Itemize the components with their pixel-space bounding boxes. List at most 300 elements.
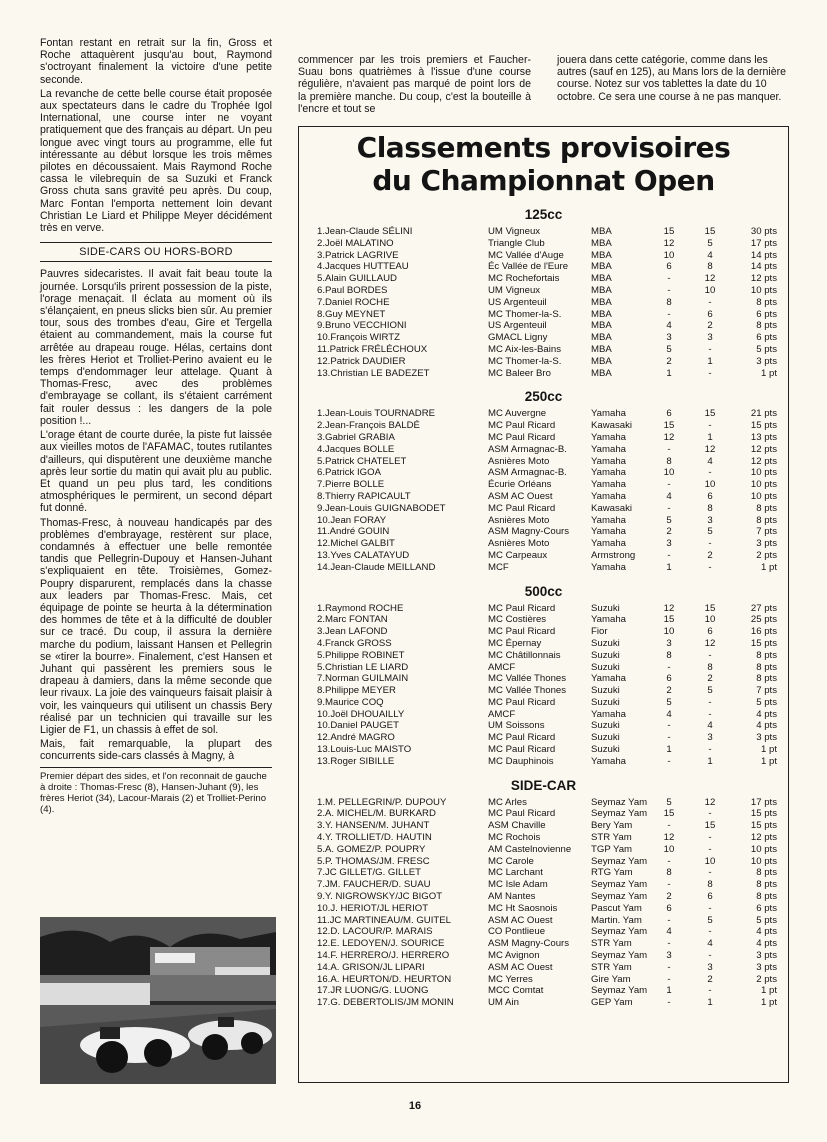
race-2-points: 3: [707, 961, 713, 973]
table-row: [299, 408, 788, 420]
club: MC Épernay: [488, 637, 542, 649]
category-rows: [299, 797, 788, 1009]
motorcycle: MBA: [591, 261, 612, 273]
club: UM Ain: [488, 997, 519, 1009]
race-2-points: 15: [704, 226, 716, 237]
total-points: 15 pts: [750, 420, 777, 432]
motorcycle: Suzuki: [591, 744, 620, 756]
club: MC Rochefortais: [488, 273, 560, 285]
rider-name: 6.Patrick IGOA: [317, 467, 381, 479]
race-1-points: -: [667, 273, 671, 285]
club: MC Vallée Thones: [488, 685, 567, 697]
title-line-1: Classements provisoires: [356, 131, 731, 164]
race-2-points: -: [708, 561, 712, 573]
race-2-points: 12: [704, 273, 716, 285]
club: Éc Vallée de l'Eure: [488, 261, 569, 273]
club: MC Rochois: [488, 832, 541, 844]
race-2-points: 2: [707, 973, 713, 985]
total-points: 15 pts: [750, 820, 777, 832]
table-row: [299, 456, 788, 468]
total-points: 1 pt: [760, 744, 777, 756]
race-2-points: 8: [707, 879, 713, 891]
table-row: [299, 997, 788, 1009]
motorcycle: Fior: [591, 626, 608, 638]
rider-name: 3.Y. HANSEN/M. JUHANT: [317, 820, 430, 832]
total-points: 2 pts: [756, 549, 777, 561]
table-row: [299, 974, 788, 986]
category-title: 250cc: [524, 389, 563, 405]
club: MC Paul Ricard: [488, 696, 556, 708]
rider-name: 5.P. THOMAS/JM. FRESC: [317, 855, 430, 867]
table-row: [299, 820, 788, 832]
club: MC Ht Saosnois: [488, 902, 558, 914]
club: AMCF: [488, 661, 516, 673]
table-row: [299, 915, 788, 927]
race-1-points: 5: [666, 796, 672, 808]
total-points: 3 pts: [756, 732, 777, 744]
motorcycle: Suzuki: [591, 685, 620, 697]
total-points: 10 pts: [750, 467, 777, 479]
race-1-points: 10: [663, 626, 675, 638]
motorcycle: Seymaz Yam: [591, 808, 648, 820]
motorcycle: Seymaz Yam: [591, 879, 648, 891]
race-2-points: 5: [707, 237, 713, 249]
race-2-points: 4: [707, 938, 713, 950]
club: ASM AC Ouest: [488, 961, 553, 973]
club: MC Vallée d'Auge: [488, 249, 564, 261]
race-1-points: 2: [666, 685, 672, 697]
race-2-points: 4: [707, 720, 713, 732]
club: Écurie Orléans: [488, 479, 552, 491]
motorcycle: TGP Yam: [591, 843, 633, 855]
race-1-points: -: [667, 549, 671, 561]
motorcycle: Seymaz Yam: [591, 950, 648, 962]
club: AM Nantes: [488, 891, 536, 903]
race-1-points: 12: [663, 237, 675, 249]
motorcycle: MBA: [591, 320, 612, 332]
rider-name: 11.André GOUIN: [317, 526, 390, 538]
club: MC Paul Ricard: [488, 420, 556, 432]
race-1-points: 8: [666, 649, 672, 661]
motorcycle: Yamaha: [591, 408, 627, 420]
club: MC Thomer-la-S.: [488, 355, 562, 367]
motorcycle: Suzuki: [591, 602, 620, 614]
paragraph: commencer par les trois premiers et Faucher-Suau bons quatrièmes à l'issue d'une course régulière, n'avaient pas marqué de point lors de la première manche. Du coup, c'est la bouteille à l'encre et tout se: [298, 54, 531, 115]
club: MC Châtillonnais: [488, 649, 561, 661]
race-1-points: -: [667, 879, 671, 891]
race-1-points: 10: [663, 843, 675, 855]
race-2-points: 4: [707, 249, 713, 261]
category-rows: [299, 408, 788, 573]
rider-name: 11.Patrick FRÉLÉCHOUX: [317, 343, 428, 355]
motorcycle: Armstrong: [591, 549, 636, 561]
total-points: 27 pts: [750, 602, 777, 614]
table-row: [299, 515, 788, 527]
rider-name: 14.Jean-Claude MEILLAND: [317, 561, 436, 573]
motorcycle: Suzuki: [591, 696, 620, 708]
club: MC Paul Ricard: [488, 732, 556, 744]
rider-name: 3.Patrick LAGRIVE: [317, 249, 399, 261]
table-row: [299, 985, 788, 997]
race-1-points: -: [667, 284, 671, 296]
total-points: 17 pts: [750, 796, 777, 808]
total-points: 10 pts: [750, 479, 777, 491]
club: ASM Chaville: [488, 820, 546, 832]
total-points: 12 pts: [750, 273, 777, 285]
race-1-points: 10: [663, 249, 675, 261]
rider-name: 12.André MAGRO: [317, 732, 395, 744]
race-1-points: -: [667, 479, 671, 491]
race-2-points: 6: [707, 308, 713, 320]
club: MC Isle Adam: [488, 879, 548, 891]
race-1-points: 2: [666, 355, 672, 367]
rider-name: 12.D. LACOUR/P. MARAIS: [317, 926, 433, 938]
rider-name: 5.Philippe ROBINET: [317, 649, 405, 661]
race-1-points: -: [667, 732, 671, 744]
club: MC Yerres: [488, 973, 533, 985]
rider-name: 17.JR LUONG/G. LUONG: [317, 985, 429, 997]
race-1-points: 5: [666, 696, 672, 708]
table-row: [299, 662, 788, 674]
motorcycle: Yamaha: [591, 467, 627, 479]
motorcycle: Pascut Yam: [591, 902, 642, 914]
race-1-points: 5: [666, 343, 672, 355]
table-row: [299, 285, 788, 297]
motorcycle: Yamaha: [591, 755, 627, 767]
race-1-points: -: [667, 443, 671, 455]
race-1-points: 3: [666, 950, 672, 962]
total-points: 3 pts: [756, 950, 777, 962]
total-points: 4 pts: [756, 720, 777, 732]
table-row: [299, 420, 788, 432]
rider-name: 7.Pierre BOLLE: [317, 479, 385, 491]
total-points: 3 pts: [756, 355, 777, 367]
motorcycle: Suzuki: [591, 720, 620, 732]
rider-name: 7.JM. FAUCHER/D. SUAU: [317, 879, 431, 891]
rider-name: 3.Jean LAFOND: [317, 626, 388, 638]
race-2-points: 3: [707, 514, 713, 526]
race-1-points: 1: [666, 744, 672, 756]
category-rows: [299, 226, 788, 379]
rider-name: 5.Patrick CHATELET: [317, 455, 407, 467]
club: MC Paul Ricard: [488, 431, 556, 443]
total-points: 2 pts: [756, 973, 777, 985]
club: AMCF: [488, 708, 516, 720]
total-points: 12 pts: [750, 832, 777, 844]
race-1-points: -: [667, 997, 671, 1009]
total-points: 8 pts: [756, 867, 777, 879]
motorcycle: Yamaha: [591, 526, 627, 538]
rider-name: 2.A. MICHEL/M. BURKARD: [317, 808, 436, 820]
motorcycle: MBA: [591, 343, 612, 355]
paragraph: Mais, fait remarquable, la plupart des concurrents side-cars classés à Magny, à: [40, 738, 272, 763]
total-points: 3 pts: [756, 961, 777, 973]
motorcycle: RTG Yam: [591, 867, 633, 879]
race-2-points: -: [708, 744, 712, 756]
total-points: 8 pts: [756, 661, 777, 673]
table-row: [299, 879, 788, 891]
total-points: 13 pts: [750, 431, 777, 443]
race-2-points: 12: [704, 796, 716, 808]
rider-name: 8.Thierry RAPICAULT: [317, 490, 411, 502]
rider-name: 14.A. GRISON/JL LIPARI: [317, 961, 425, 973]
club: Asnières Moto: [488, 538, 550, 550]
race-1-points: 15: [663, 808, 675, 820]
table-row: [299, 603, 788, 615]
rider-name: 7.JC GILLET/G. GILLET: [317, 867, 421, 879]
table-row: [299, 238, 788, 250]
race-1-points: 1: [666, 367, 672, 379]
club: MC Paul Ricard: [488, 502, 556, 514]
race-2-points: -: [708, 832, 712, 844]
table-row: [299, 685, 788, 697]
rider-name: 14.F. HERRERO/J. HERRERO: [317, 950, 450, 962]
rider-name: 9.Y. NIGROWSKY/JC BIGOT: [317, 891, 443, 903]
total-points: 30 pts: [750, 226, 777, 237]
rider-name: 2.Marc FONTAN: [317, 614, 388, 626]
race-2-points: 6: [707, 891, 713, 903]
club: MC Paul Ricard: [488, 808, 556, 820]
race-1-points: -: [667, 755, 671, 767]
race-2-points: 5: [707, 526, 713, 538]
motorcycle: MBA: [591, 237, 612, 249]
race-1-points: 12: [663, 832, 675, 844]
club: US Argenteuil: [488, 296, 547, 308]
table-row: [299, 503, 788, 515]
total-points: 16 pts: [750, 626, 777, 638]
rider-name: 1.Jean-Claude SÉLINI: [317, 226, 413, 237]
club: UM Vigneux: [488, 226, 541, 237]
total-points: 10 pts: [750, 284, 777, 296]
race-2-points: -: [708, 902, 712, 914]
race-1-points: 15: [663, 614, 675, 626]
club: ASM Armagnac-B.: [488, 467, 567, 479]
race-2-points: -: [708, 420, 712, 432]
rider-name: 1.Raymond ROCHE: [317, 602, 404, 614]
motorcycle: MBA: [591, 226, 612, 237]
motorcycle: MBA: [591, 308, 612, 320]
total-points: 8 pts: [756, 514, 777, 526]
race-2-points: -: [708, 367, 712, 379]
club: MC Paul Ricard: [488, 602, 556, 614]
race-1-points: 1: [666, 985, 672, 997]
category-rows: [299, 603, 788, 768]
table-row: [299, 526, 788, 538]
race-2-points: -: [708, 843, 712, 855]
rider-name: 13.Yves CALATAYUD: [317, 549, 410, 561]
club: ASM Magny-Cours: [488, 526, 570, 538]
motorcycle: Bery Yam: [591, 820, 633, 832]
total-points: 3 pts: [756, 538, 777, 550]
paragraph: La revanche de cette belle course était proposée aux spectateurs dans le cadre du Trophée Igol International, une course inter ne voyant pratiquement que des français au départ. Un peu longue avec vingt tours au programme, elle fut intéressante au début lorsque les trois mêmes pilotes en découssaient. Mais Raymond Roche cassa le vilebrequin de sa Suzuki et Franck Gross chuta sans gravité peu après. Du coup, Marc Fontan l'emporta nettement loin devant Christian Le Liard et Philippe Meyer décidément très en verve.: [40, 87, 272, 235]
motorcycle: STR Yam: [591, 832, 632, 844]
club: UM Vigneux: [488, 284, 541, 296]
race-1-points: 3: [666, 332, 672, 344]
table-row: [299, 538, 788, 550]
motorcycle: Martin. Yam: [591, 914, 642, 926]
rider-name: 2.Joël MALATINO: [317, 237, 394, 249]
race-2-points: 3: [707, 732, 713, 744]
race-1-points: 12: [663, 602, 675, 614]
rider-name: 16.A. HEURTON/D. HEURTON: [317, 973, 452, 985]
table-row: [299, 344, 788, 356]
race-2-points: 6: [707, 626, 713, 638]
race-2-points: 5: [707, 685, 713, 697]
motorcycle: Suzuki: [591, 649, 620, 661]
motorcycle: Seymaz Yam: [591, 891, 648, 903]
motorcycle: STR Yam: [591, 938, 632, 950]
rider-name: 7.Daniel ROCHE: [317, 296, 390, 308]
club: MC Larchant: [488, 867, 543, 879]
race-2-points: 10: [704, 284, 716, 296]
club: MC Thomer-la-S.: [488, 308, 562, 320]
table-row: [299, 309, 788, 321]
race-2-points: 15: [704, 602, 716, 614]
club: Triangle Club: [488, 237, 545, 249]
motorcycle: Yamaha: [591, 561, 627, 573]
race-1-points: 2: [666, 891, 672, 903]
race-2-points: -: [708, 696, 712, 708]
rider-name: 6.Paul BORDES: [317, 284, 388, 296]
motorcycle: Yamaha: [591, 538, 627, 550]
paragraph: Pauvres sidecaristes. Il avait fait beau toute la journée. Lorsqu'ils prirent possession de la piste, l'orage menaçait. Il éclata au moment où ils s'élançaient, en pneus slicks bien sûr. Au premier tour, sous des trombes d'eau, Gire et Tergella étaient au commandement, mais la course fut arrêtée au drapeau rouge. Hélas, certains dont les frères Heriot et Trolliet-Perino avaient eu le temps d'endommager leur attelage. Quant à Thomas-Fresc, avec des problèmes d'embrayage se collant, ils s'étaient carrément fait rouler dessus : les dangers de la pole position !...: [40, 268, 272, 427]
total-points: 1 pt: [760, 755, 777, 767]
motorcycle: Seymaz Yam: [591, 855, 648, 867]
race-1-points: 1: [666, 561, 672, 573]
club: MC Arles: [488, 796, 527, 808]
rider-name: 4.Jacques BOLLE: [317, 443, 395, 455]
motorcycle: MBA: [591, 332, 612, 344]
table-row: [299, 297, 788, 309]
club: MCC Comtat: [488, 985, 544, 997]
race-1-points: 6: [666, 673, 672, 685]
club: UM Soissons: [488, 720, 545, 732]
rider-name: 13.Roger SIBILLE: [317, 755, 395, 767]
race-2-points: 10: [704, 855, 716, 867]
club: ASM Armagnac-B.: [488, 443, 567, 455]
club: MC Carole: [488, 855, 534, 867]
rider-name: 2.Jean-François BALDÉ: [317, 420, 420, 432]
rider-name: 3.Gabriel GRABIA: [317, 431, 395, 443]
table-row: [299, 550, 788, 562]
race-1-points: -: [667, 820, 671, 832]
race-2-points: -: [708, 538, 712, 550]
rider-name: 1.Jean-Louis TOURNADRE: [317, 408, 436, 420]
race-1-points: 8: [666, 296, 672, 308]
race-1-points: -: [667, 502, 671, 514]
table-row: [299, 467, 788, 479]
rider-name: 12.E. LEDOYEN/J. SOURICE: [317, 938, 445, 950]
race-1-points: -: [667, 661, 671, 673]
club: AM Castelnovienne: [488, 843, 572, 855]
motorcycle: GEP Yam: [591, 997, 633, 1009]
categories: [299, 207, 788, 1009]
table-row: [299, 444, 788, 456]
rider-name: 8.Philippe MEYER: [317, 685, 396, 697]
motorcycle: Yamaha: [591, 490, 627, 502]
race-2-points: -: [708, 867, 712, 879]
table-row: [299, 332, 788, 344]
race-1-points: 12: [663, 431, 675, 443]
race-1-points: -: [667, 938, 671, 950]
table-row: [299, 756, 788, 768]
table-row: [299, 320, 788, 332]
table-row: [299, 562, 788, 574]
club: Asnières Moto: [488, 514, 550, 526]
motorcycle: Yamaha: [591, 431, 627, 443]
standings-table: [298, 126, 789, 1083]
race-2-points: 3: [707, 332, 713, 344]
club: MC Vallée Thones: [488, 673, 567, 685]
table-row: [299, 832, 788, 844]
standings-title: [299, 131, 788, 197]
race-2-points: 12: [704, 637, 716, 649]
motorcycle: MBA: [591, 367, 612, 379]
table-row: [299, 638, 788, 650]
club: MC Paul Ricard: [488, 744, 556, 756]
race-2-points: 1: [707, 755, 713, 767]
race-1-points: 6: [666, 902, 672, 914]
club: ASM AC Ouest: [488, 914, 553, 926]
race-2-points: 5: [707, 914, 713, 926]
table-row: [299, 250, 788, 262]
table-row: [299, 650, 788, 662]
table-row: [299, 950, 788, 962]
table-row: [299, 368, 788, 380]
total-points: 8 pts: [756, 320, 777, 332]
race-1-points: 6: [666, 261, 672, 273]
club: GMACL Ligny: [488, 332, 548, 344]
motorcycle: MBA: [591, 355, 612, 367]
motorcycle: STR Yam: [591, 961, 632, 973]
club: MC Carpeaux: [488, 549, 548, 561]
total-points: 7 pts: [756, 526, 777, 538]
motorcycle: Yamaha: [591, 514, 627, 526]
total-points: 12 pts: [750, 455, 777, 467]
race-2-points: -: [708, 808, 712, 820]
motorcycle: Yamaha: [591, 479, 627, 491]
motorcycle: Seymaz Yam: [591, 796, 648, 808]
race-2-points: 6: [707, 490, 713, 502]
table-row: [299, 891, 788, 903]
rider-name: 4.Franck GROSS: [317, 637, 392, 649]
table-row: [299, 226, 788, 238]
motorcycle: Suzuki: [591, 637, 620, 649]
total-points: 8 pts: [756, 502, 777, 514]
total-points: 6 pts: [756, 308, 777, 320]
club: MC Baleer Bro: [488, 367, 551, 379]
table-row: [299, 432, 788, 444]
race-1-points: -: [667, 961, 671, 973]
photo-caption: Premier départ des sides, et l'on reconnait de gauche à droite : Thomas-Fresc (8), Hansen-Juhant (9), les frères Heriot (34), Lacour-Marais (2) et Trolliet-Perino (4).: [40, 767, 272, 815]
race-2-points: 8: [707, 661, 713, 673]
paragraph: Fontan restant en retrait sur la fin, Gross et Roche attaquèrent jusqu'au bout, Raymond s'octroyant finalement la victoire d'une petite seconde.: [40, 37, 272, 86]
motorcycle: MBA: [591, 284, 612, 296]
motorcycle: Seymaz Yam: [591, 926, 648, 938]
rider-name: 8.Guy MEYNET: [317, 308, 386, 320]
motorcycle: Suzuki: [591, 661, 620, 673]
race-2-points: 1: [707, 431, 713, 443]
motorcycle: Gire Yam: [591, 973, 631, 985]
total-points: 4 pts: [756, 926, 777, 938]
rider-name: 10.François WIRTZ: [317, 332, 400, 344]
race-1-points: 2: [666, 526, 672, 538]
total-points: 1 pt: [760, 367, 777, 379]
race-1-points: 4: [666, 708, 672, 720]
club: ASM Magny-Cours: [488, 938, 570, 950]
motorcycle: Kawasaki: [591, 420, 633, 432]
rider-name: 17.G. DEBERTOLIS/JM MONIN: [317, 997, 454, 1009]
